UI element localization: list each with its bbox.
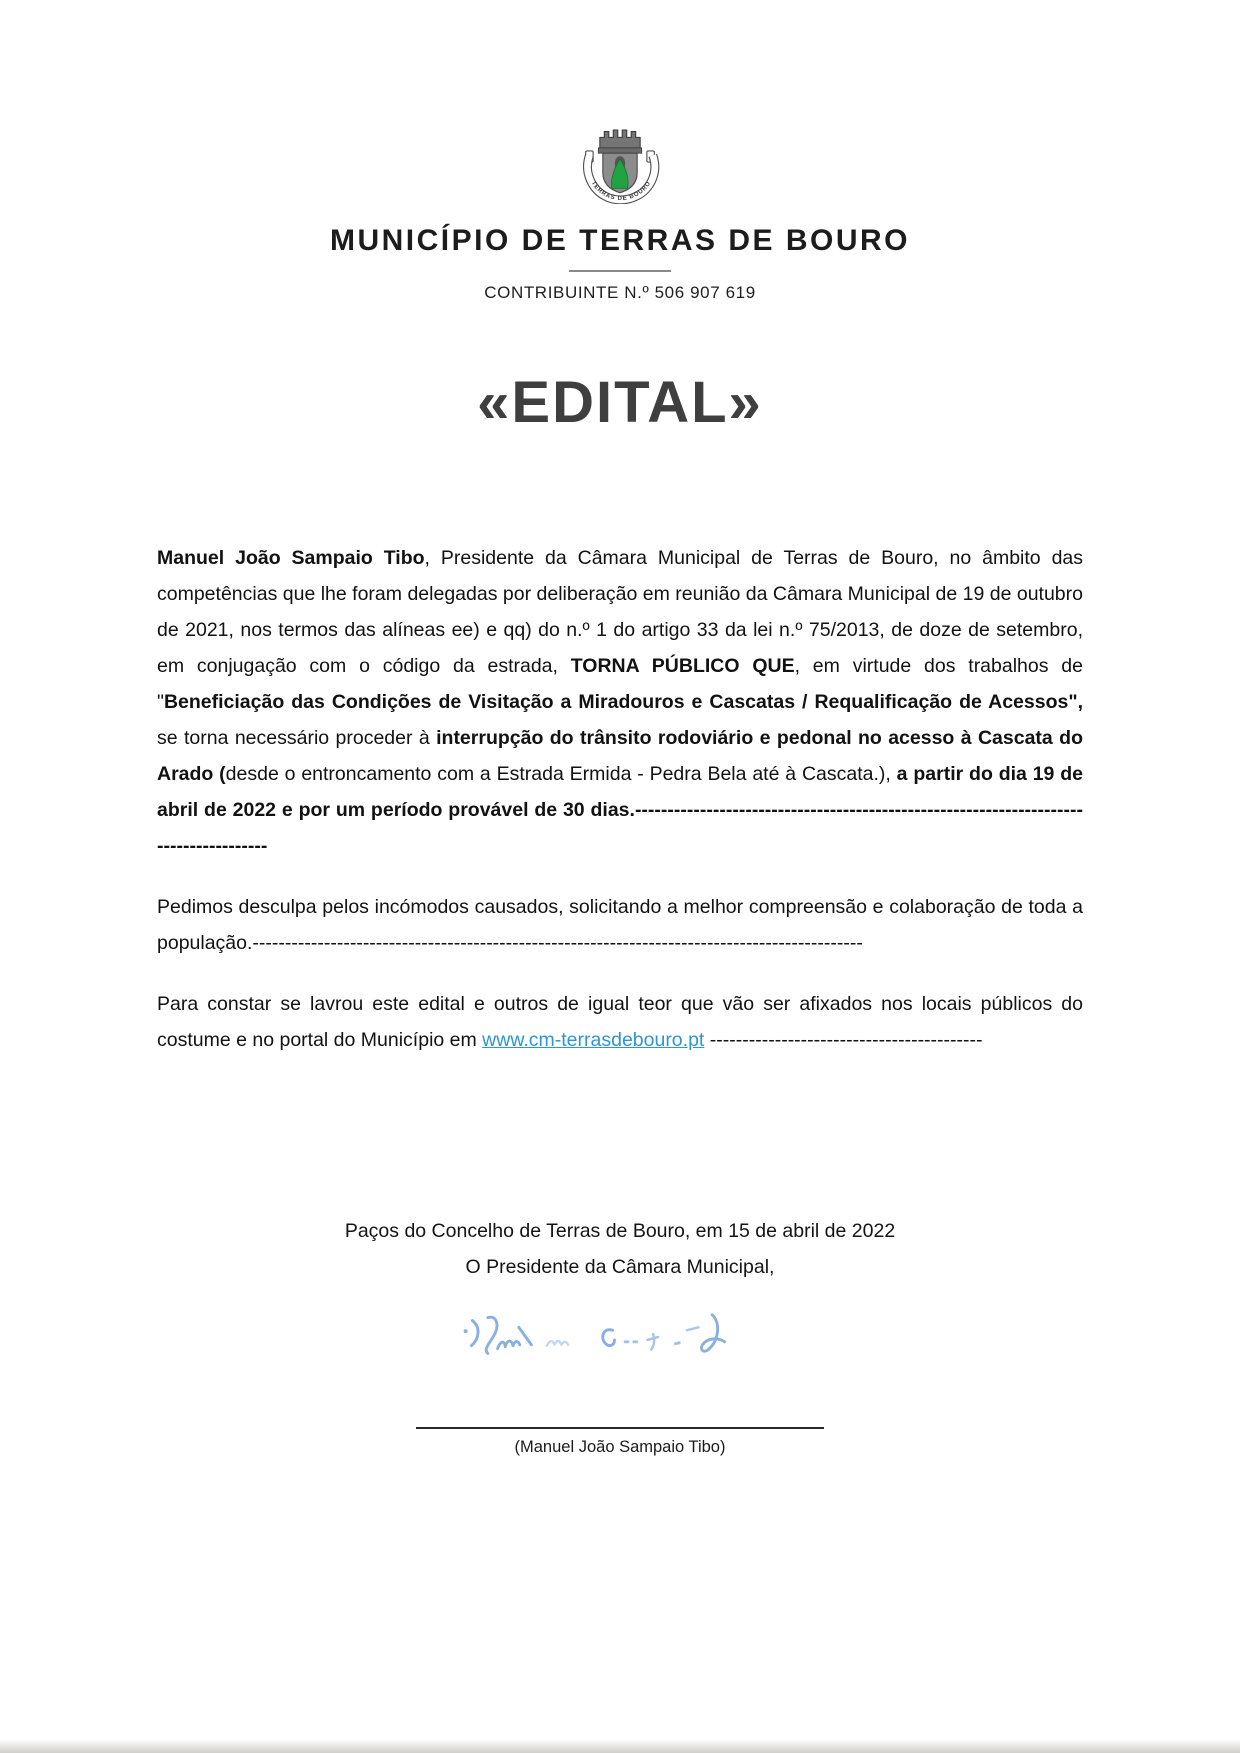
place-and-date: Paços do Concelho de Terras de Bouro, em 15 de abril de 2022 (344, 1220, 896, 1242)
header-divider (569, 270, 671, 272)
paragraph-publication: Para constar se lavrou este edital e outros de igual teor que vão ser afixados nos locais públicos do costume e no portal do Município em www.cm-terrasdebouro.pt ------------------------------------------ (157, 993, 1083, 1051)
works-title: Beneficiação das Condições de Visitação a Miradouros e Cascatas / Requalificação de Acessos", (163, 691, 1083, 713)
paragraph-apology: Pedimos desculpa pelos incómodos causados, solicitando a melhor compreensão e colaboração de toda a população.---------------------------------------------------------------------------------------------- (157, 896, 1083, 954)
filler-dashes: ------------------------------------------ (709, 1029, 983, 1051)
municipality-website-link[interactable]: www.cm-terrasdebouro.pt (482, 1029, 705, 1051)
municipal-coat-of-arms-icon (564, 118, 676, 204)
signature-handwriting (455, 1305, 745, 1369)
traffic-interruption: interrupção do trânsito rodoviário e pedonal no acesso à Cascata do Arado ( (157, 727, 1083, 785)
torna-publico-que: TORNA PÚBLICO QUE (570, 655, 795, 677)
crest-crown (600, 130, 640, 148)
crest-crown-band (598, 148, 641, 153)
crest-banner-text: TERRAS DE BOURO (589, 180, 653, 202)
document-title: «EDITAL» (477, 370, 763, 435)
filler-dashes: -------------------------------------------------------------------------------------- (157, 799, 1083, 857)
signer-name-inline: Manuel João Sampaio Tibo (157, 547, 425, 569)
signature-line (416, 1427, 824, 1429)
start-date-duration: a partir do dia 19 de abril de 2022 e por um período provável de 30 dias. (157, 763, 1083, 821)
signer-name: (Manuel João Sampaio Tibo) (514, 1438, 726, 1456)
signer-title: O Presidente da Câmara Municipal, (465, 1256, 775, 1278)
page-bottom-scan-shadow (0, 1739, 1240, 1753)
taxpayer-number: CONTRIBUINTE N.º 506 907 619 (484, 283, 756, 302)
filler-dashes: ---------------------------------------------------------------------------------------------- (252, 932, 863, 954)
closing-block (0, 1220, 1240, 1457)
edital-body (157, 540, 1083, 1058)
paragraph-legal-basis: Manuel João Sampaio Tibo, Presidente da Câmara Municipal de Terras de Bouro, no âmbito das competências que lhe foram delegadas por deliberação em reunião da Câmara Municipal de 19 de outubro de 2021, nos termos das alíneas ee) e qq) do n.º 1 do artigo 33 da lei n.º 75/2013, de doze de setembro, em conjugação com o código da estrada, TORNA PÚBLICO QUE, em virtude dos trabalhos de "Beneficiação das Condições de Visitação a Miradouros e Cascatas / Requalificação de Acessos", se torna necessário proceder à interrupção do trânsito rodoviário e pedonal no acesso à Cascata do Arado (desde o entroncamento com a Estrada Ermida - Pedra Bela até à Cascata.), a partir do dia 19 de abril de 2022 e por um período provável de 30 dias.-------------------------------------------------------------------------------------- (157, 547, 1084, 857)
municipality-name: MUNICÍPIO DE TERRAS DE BOURO (329, 224, 911, 257)
